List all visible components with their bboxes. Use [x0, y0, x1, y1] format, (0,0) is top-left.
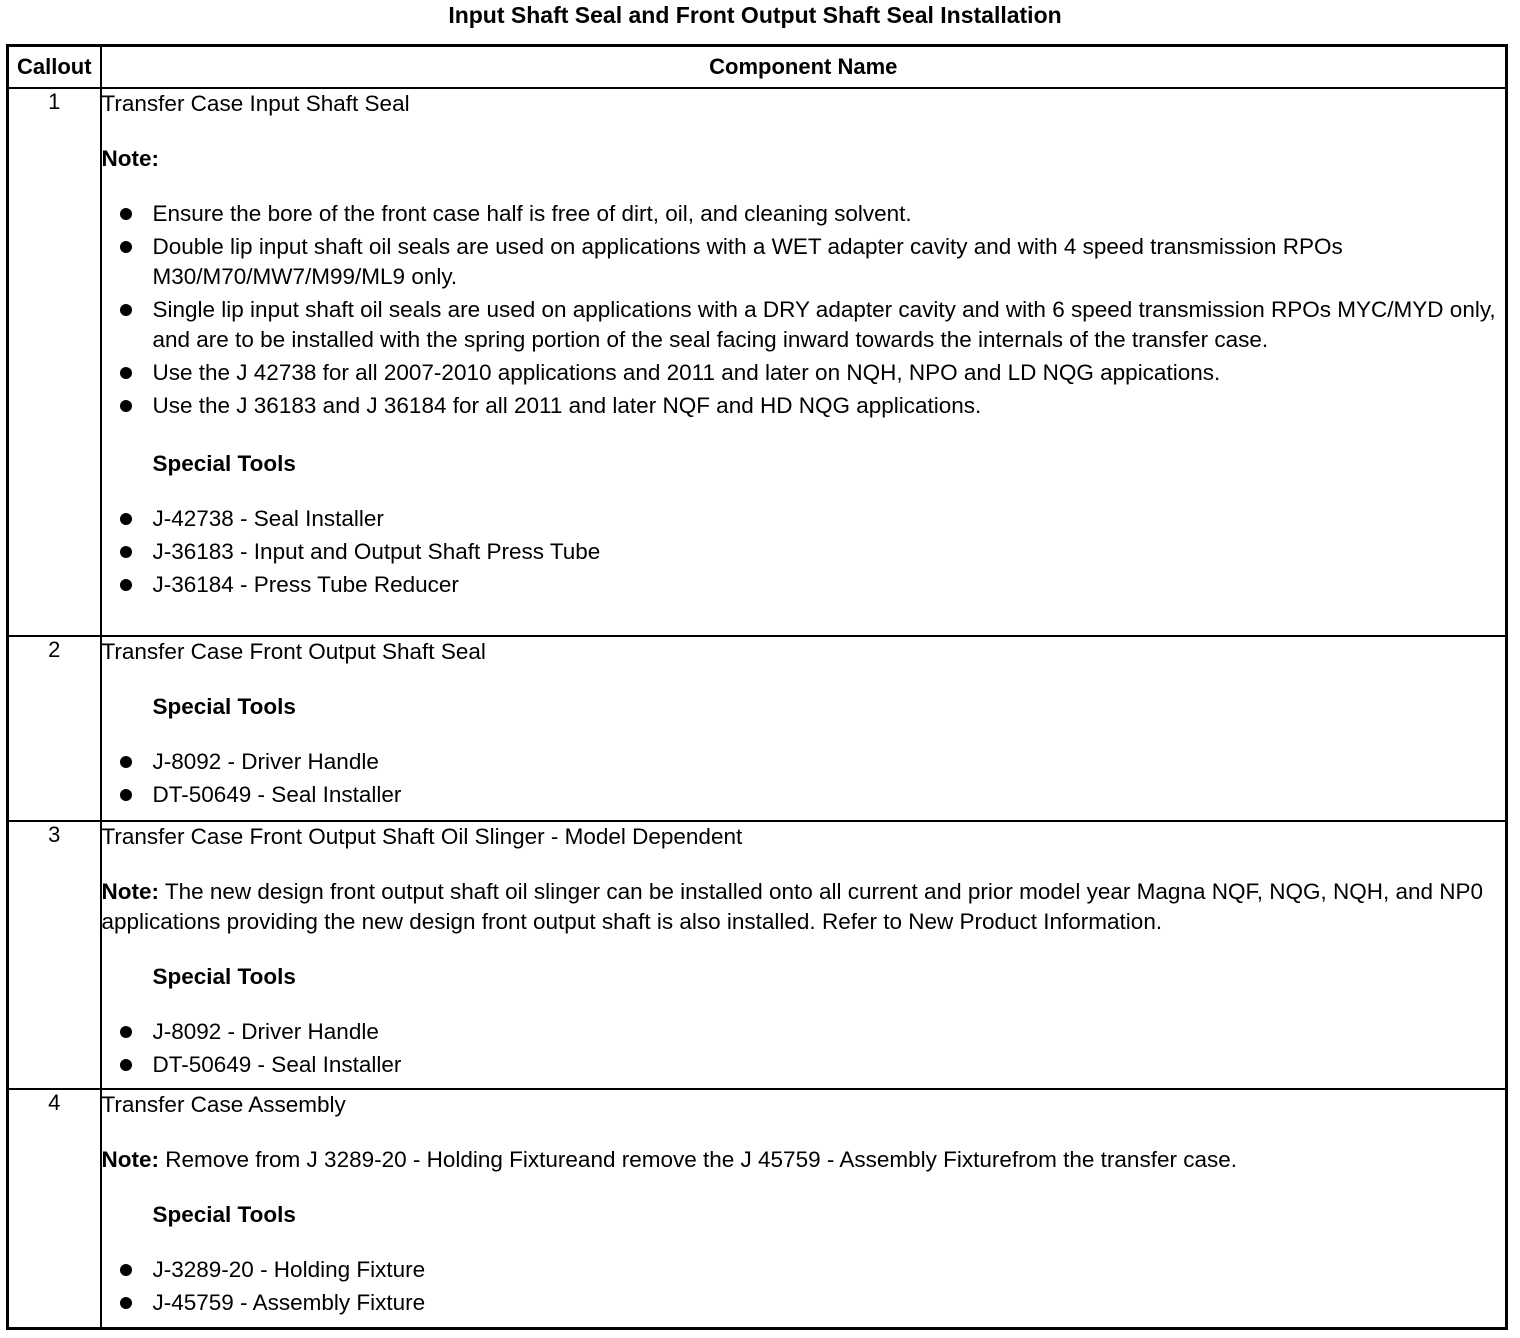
table-header-row [8, 46, 1507, 89]
special-tools-heading: Special Tools [152, 1202, 296, 1227]
tools-list [102, 1255, 1506, 1318]
tool-item: J-3289-20 - Holding Fixture [102, 1255, 1506, 1285]
callout-number: 2 [8, 636, 101, 821]
component-table [6, 44, 1508, 1330]
component-name: Transfer Case Front Output Shaft Seal [101, 639, 486, 664]
tool-item: DT-50649 - Seal Installer [102, 780, 1506, 810]
component-column-header: Component Name [101, 46, 1507, 89]
callout-number: 3 [8, 821, 101, 1089]
note-label: Note: [101, 879, 159, 904]
note-list [102, 199, 1506, 421]
note-item: Use the J 36183 and J 36184 for all 2011 and later NQF and HD NQG applications. [102, 391, 1506, 421]
tool-item: DT-50649 - Seal Installer [102, 1050, 1506, 1080]
note-paragraph [102, 1145, 1506, 1175]
tool-item: J-42738 - Seal Installer [102, 504, 1506, 534]
component-name: Transfer Case Input Shaft Seal [101, 91, 410, 116]
tools-list [102, 747, 1506, 810]
callout-column-header: Callout [8, 46, 101, 89]
table-row [8, 636, 1507, 821]
callout-number: 1 [8, 88, 101, 636]
tool-item: J-8092 - Driver Handle [102, 1017, 1506, 1047]
component-cell [101, 88, 1507, 636]
note-item: Single lip input shaft oil seals are used on applications with a DRY adapter cavity and with 6 speed transmission RPOs MYC/MYD only, and are to be installed with the spring portion of the seal facing inward towards the internals of the transfer case. [102, 295, 1506, 355]
note-label: Note: [101, 146, 159, 171]
tool-item: J-45759 - Assembly Fixture [102, 1288, 1506, 1318]
table-row [8, 1089, 1507, 1328]
special-tools-heading: Special Tools [152, 451, 296, 476]
note-item: Use the J 42738 for all 2007-2010 applications and 2011 and later on NQH, NPO and LD NQG appications. [102, 358, 1506, 388]
note-item: Double lip input shaft oil seals are used on applications with a WET adapter cavity and with 4 speed transmission RPOs M30/M70/MW7/M99/ML9 only. [102, 232, 1506, 292]
component-cell [101, 1089, 1507, 1328]
note-item: Ensure the bore of the front case half is free of dirt, oil, and cleaning solvent. [102, 199, 1506, 229]
page-title: Input Shaft Seal and Front Output Shaft Seal Installation [448, 2, 1062, 28]
table-row [8, 88, 1507, 636]
note-label: Note: [101, 1147, 159, 1172]
note-text: Remove from J 3289-20 - Holding Fixtureand remove the J 45759 - Assembly Fixturefrom the transfer case. [165, 1147, 1237, 1172]
component-cell [101, 636, 1507, 821]
component-cell [101, 821, 1507, 1089]
tool-item: J-36184 - Press Tube Reducer [102, 570, 1506, 600]
special-tools-heading: Special Tools [152, 964, 296, 989]
component-name: Transfer Case Front Output Shaft Oil Slinger - Model Dependent [101, 824, 743, 849]
note-text: The new design front output shaft oil slinger can be installed onto all current and prior model year Magna NQF, NQG, NQH, and NP0 applications providing the new design front output shaft is also installed. Refer to New Product Information. [101, 879, 1484, 934]
tool-item: J-8092 - Driver Handle [102, 747, 1506, 777]
table-row [8, 821, 1507, 1089]
tools-list [102, 504, 1506, 600]
component-name: Transfer Case Assembly [101, 1092, 346, 1117]
note-paragraph [102, 877, 1506, 937]
tool-item: J-36183 - Input and Output Shaft Press Tube [102, 537, 1506, 567]
special-tools-heading: Special Tools [152, 694, 296, 719]
callout-number: 4 [8, 1089, 101, 1328]
tools-list [102, 1017, 1506, 1080]
